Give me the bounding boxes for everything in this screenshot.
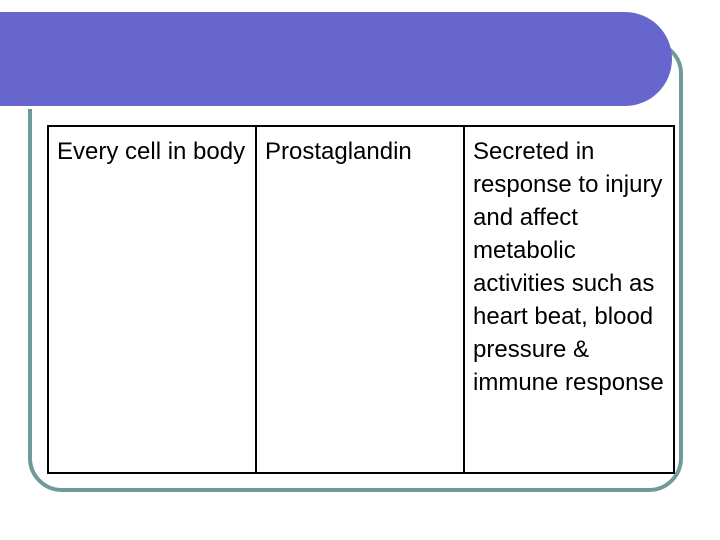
table-cell-source: Every cell in body xyxy=(49,127,257,472)
table-cell-hormone: Prostaglandin xyxy=(257,127,465,472)
title-banner xyxy=(0,12,672,106)
banner-divider xyxy=(0,106,636,109)
hormone-table xyxy=(47,125,675,474)
table-cell-function: Secreted in response to injury and affect metabolic activities such as heart beat, blood pressure & immune response xyxy=(473,138,664,396)
